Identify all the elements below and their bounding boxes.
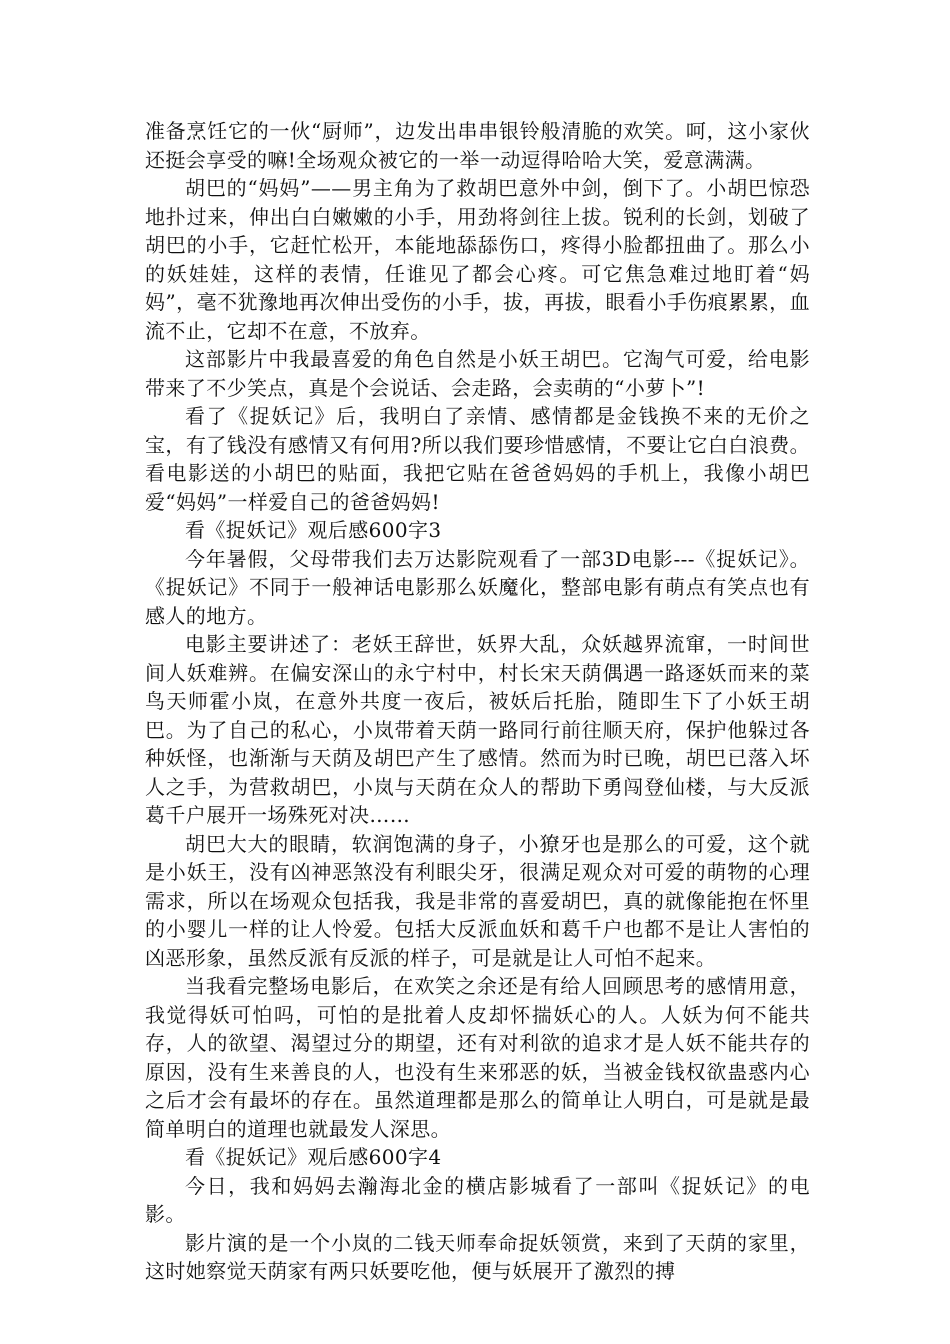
paragraph: 看了《捉妖记》后，我明白了亲情、感情都是金钱换不来的无价之宝，有了钱没有感情又有何用?所以我们要珍惜感情，不要让它白白浪费。看电影送的小胡巴的贴面，我把它贴在爸爸妈妈的手机上，我像小胡巴爱“妈妈”一样爱自己的爸爸妈妈! xyxy=(145,404,810,514)
paragraph: 电影主要讲述了：老妖王辞世，妖界大乱，众妖越界流窜，一时间世间人妖难辨。在偏安深山的永宁村中，村长宋天荫偶遇一路逐妖而来的菜鸟天师霍小岚，在意外共度一夜后，被妖后托胎，随即生下了小妖王胡巴。为了自己的私心，小岚带着天荫一路同行前往顺天府，保护他躲过各种妖怪，也渐渐与天荫及胡巴产生了感情。然而为时已晚，胡巴已落入坏人之手，为营救胡巴，小岚与天荫在众人的帮助下勇闯登仙楼，与大反派葛千户展开一场殊死对决…… xyxy=(145,632,810,827)
section-heading: 看《捉妖记》观后感600字3 xyxy=(185,518,442,542)
paragraph: 今年暑假，父母带我们去万达影院观看了一部3D电影---《捉妖记》。《捉妖记》不同于一般神话电影那么妖魔化，整部电影有萌点有笑点也有感人的地方。 xyxy=(145,546,810,628)
paragraph: 当我看完整场电影后，在欢笑之余还是有给人回顾思考的感情用意，我觉得妖可怕吗，可怕的是批着人皮却怀揣妖心的人。人妖为何不能共存，人的欲望、渴望过分的期望，还有对利欲的追求才是人妖不能共存的原因，没有生来善良的人，也没有生来邪恶的妖，当被金钱权欲蛊惑内心之后才会有最坏的存在。虽然道理都是那么的简单让人明白，可是就是最简单明白的道理也就最发人深思。 xyxy=(145,974,810,1141)
paragraph: 影片演的是一个小岚的二钱天师奉命捉妖领赏，来到了天荫的家里，这时她察觉天荫家有两只妖要吃他，便与妖展开了激烈的搏 xyxy=(145,1230,810,1283)
section-heading: 看《捉妖记》观后感600字4 xyxy=(185,1145,442,1169)
paragraph: 胡巴的“妈妈”——男主角为了救胡巴意外中剑，倒下了。小胡巴惊恐地扑过来，伸出白白嫩嫩的小手，用劲将剑往上拔。锐利的长剑，划破了胡巴的小手，它赶忙松开，本能地舔舔伤口，疼得小脸都扭曲了。那么小的妖娃娃，这样的表情，任谁见了都会心疼。可它焦急难过地盯着“妈妈”，毫不犹豫地再次伸出受伤的小手，拔，再拔，眼看小手伤痕累累，血流不止，它却不在意，不放弃。 xyxy=(145,176,810,343)
document-body xyxy=(145,117,810,1286)
paragraph: 这部影片中我最喜爱的角色自然是小妖王胡巴。它淘气可爱，给电影带来了不少笑点，真是个会说话、会走路，会卖萌的“小萝卜”! xyxy=(145,347,810,400)
paragraph: 胡巴大大的眼睛，软润饱满的身子，小獠牙也是那么的可爱，这个就是小妖王，没有凶神恶煞没有利眼尖牙，很满足观众对可爱的萌物的心理需求，所以在场观众包括我，我是非常的喜爱胡巴，真的就像能抱在怀里的小婴儿一样的让人怜爱。包括大反派血妖和葛千户也都不是让人害怕的凶恶形象，虽然反派有反派的样子，可是就是让人可怕不起来。 xyxy=(145,831,810,970)
paragraph: 准备烹饪它的一伙“厨师”，边发出串串银铃般清脆的欢笑。呵，这小家伙还挺会享受的嘛!全场观众被它的一举一动逗得哈哈大笑，爱意满满。 xyxy=(145,119,810,172)
paragraph: 今日，我和妈妈去瀚海北金的横店影城看了一部叫《捉妖记》的电影。 xyxy=(145,1173,810,1226)
